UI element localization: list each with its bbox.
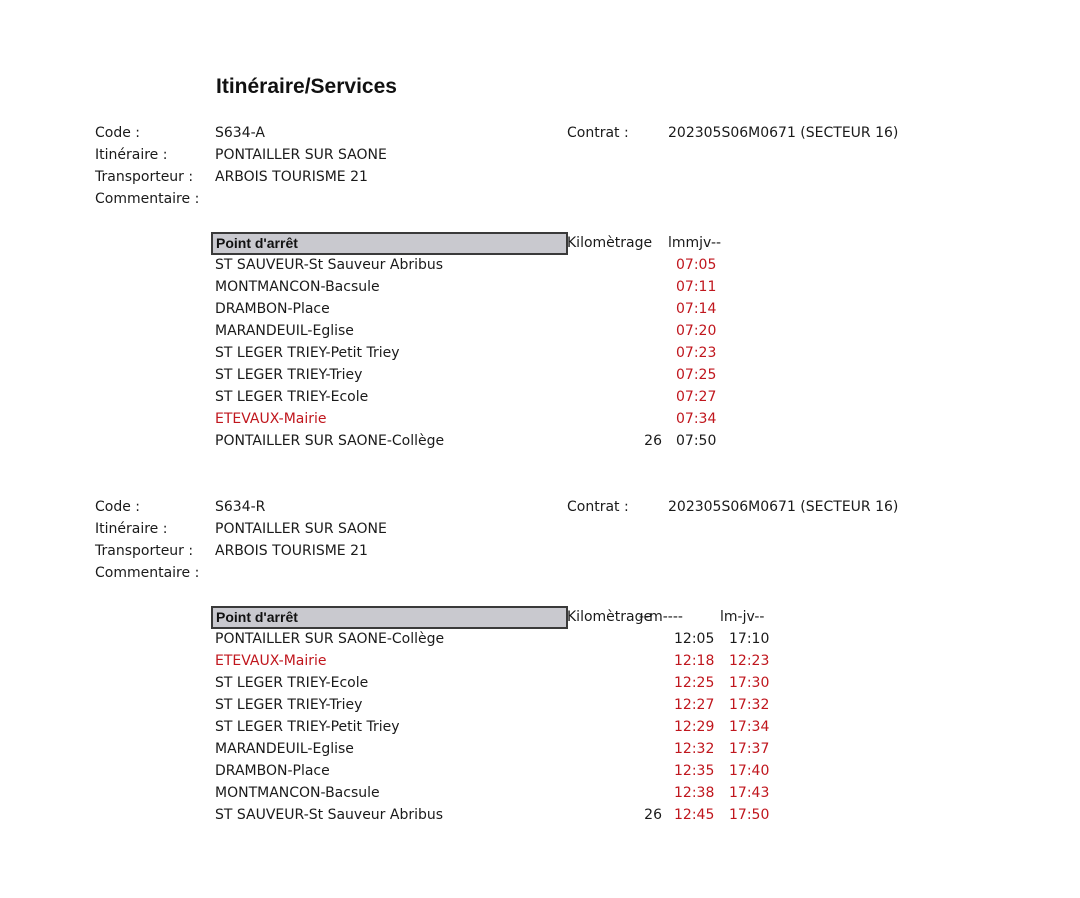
stop-name: ETEVAUX-Mairie [215, 653, 327, 669]
time-value: 12:35 [674, 763, 715, 779]
km-value: 26 [644, 433, 662, 449]
stop-name: ST LEGER TRIEY-Ecole [215, 389, 369, 405]
transporteur-label: Transporteur : [95, 169, 194, 185]
stop-name: ST LEGER TRIEY-Triey [215, 697, 363, 713]
time-value: 17:34 [729, 719, 770, 735]
time-value: 17:37 [729, 741, 770, 757]
time-value: 17:43 [729, 785, 770, 801]
stop-name: ST LEGER TRIEY-Ecole [215, 675, 369, 691]
time-value: 17:10 [729, 631, 770, 647]
itineraire-value: PONTAILLER SUR SAONE [215, 147, 387, 163]
stop-name: DRAMBON-Place [215, 763, 330, 779]
transporteur-value: ARBOIS TOURISME 21 [215, 543, 368, 559]
stop-column-header: Point d'arrêt [211, 606, 568, 629]
time-value: 12:38 [674, 785, 715, 801]
time-value: 07:50 [676, 433, 717, 449]
code-value: S634-R [215, 499, 266, 515]
time-value: 17:40 [729, 763, 770, 779]
time-value: 07:25 [676, 367, 717, 383]
km-column-header: Kilomètrage [567, 609, 653, 625]
time-value: 07:11 [676, 279, 717, 295]
contrat-value: 202305S06M0671 (SECTEUR 16) [668, 499, 899, 515]
day-column-header: --m---- [639, 609, 683, 625]
stop-name: PONTAILLER SUR SAONE-Collège [215, 433, 445, 449]
time-value: 17:32 [729, 697, 770, 713]
contrat-label: Contrat : [567, 125, 629, 141]
stop-column-header: Point d'arrêt [211, 232, 568, 255]
time-value: 07:05 [676, 257, 717, 273]
time-value: 07:20 [676, 323, 717, 339]
transporteur-value: ARBOIS TOURISME 21 [215, 169, 368, 185]
stop-name: MONTMANCON-Bacsule [215, 279, 380, 295]
stop-name: PONTAILLER SUR SAONE-Collège [215, 631, 445, 647]
stop-name: MARANDEUIL-Eglise [215, 741, 354, 757]
code-label: Code : [95, 499, 141, 515]
stop-name: ETEVAUX-Mairie [215, 411, 327, 427]
stop-name: ST SAUVEUR-St Sauveur Abribus [215, 807, 444, 823]
day-column-header: lmmjv-- [668, 235, 722, 251]
itineraire-label: Itinéraire : [95, 147, 168, 163]
time-value: 07:27 [676, 389, 717, 405]
time-value: 12:25 [674, 675, 715, 691]
time-value: 17:50 [729, 807, 770, 823]
time-value: 12:45 [674, 807, 715, 823]
stop-name: ST LEGER TRIEY-Petit Triey [215, 345, 400, 361]
time-value: 12:05 [674, 631, 715, 647]
service-block [0, 122, 1080, 462]
stop-name: DRAMBON-Place [215, 301, 330, 317]
stop-name: MONTMANCON-Bacsule [215, 785, 380, 801]
time-value: 12:27 [674, 697, 715, 713]
time-value: 12:18 [674, 653, 715, 669]
time-value: 12:29 [674, 719, 715, 735]
stop-name: ST SAUVEUR-St Sauveur Abribus [215, 257, 444, 273]
code-label: Code : [95, 125, 141, 141]
contrat-value: 202305S06M0671 (SECTEUR 16) [668, 125, 899, 141]
time-value: 17:30 [729, 675, 770, 691]
time-value: 07:14 [676, 301, 717, 317]
service-block [0, 496, 1080, 836]
contrat-label: Contrat : [567, 499, 629, 515]
stop-name: ST LEGER TRIEY-Petit Triey [215, 719, 400, 735]
stop-name: MARANDEUIL-Eglise [215, 323, 354, 339]
transporteur-label: Transporteur : [95, 543, 194, 559]
time-value: 12:32 [674, 741, 715, 757]
itineraire-label: Itinéraire : [95, 521, 168, 537]
km-column-header: Kilomètrage [567, 235, 653, 251]
km-value: 26 [644, 807, 662, 823]
time-value: 12:23 [729, 653, 770, 669]
time-value: 07:23 [676, 345, 717, 361]
time-value: 07:34 [676, 411, 717, 427]
commentaire-label: Commentaire : [95, 565, 200, 581]
stop-name: ST LEGER TRIEY-Triey [215, 367, 363, 383]
itineraire-value: PONTAILLER SUR SAONE [215, 521, 387, 537]
day-column-header: lm-jv-- [720, 609, 765, 625]
commentaire-label: Commentaire : [95, 191, 200, 207]
code-value: S634-A [215, 125, 265, 141]
page-title: Itinéraire/Services [216, 75, 397, 98]
